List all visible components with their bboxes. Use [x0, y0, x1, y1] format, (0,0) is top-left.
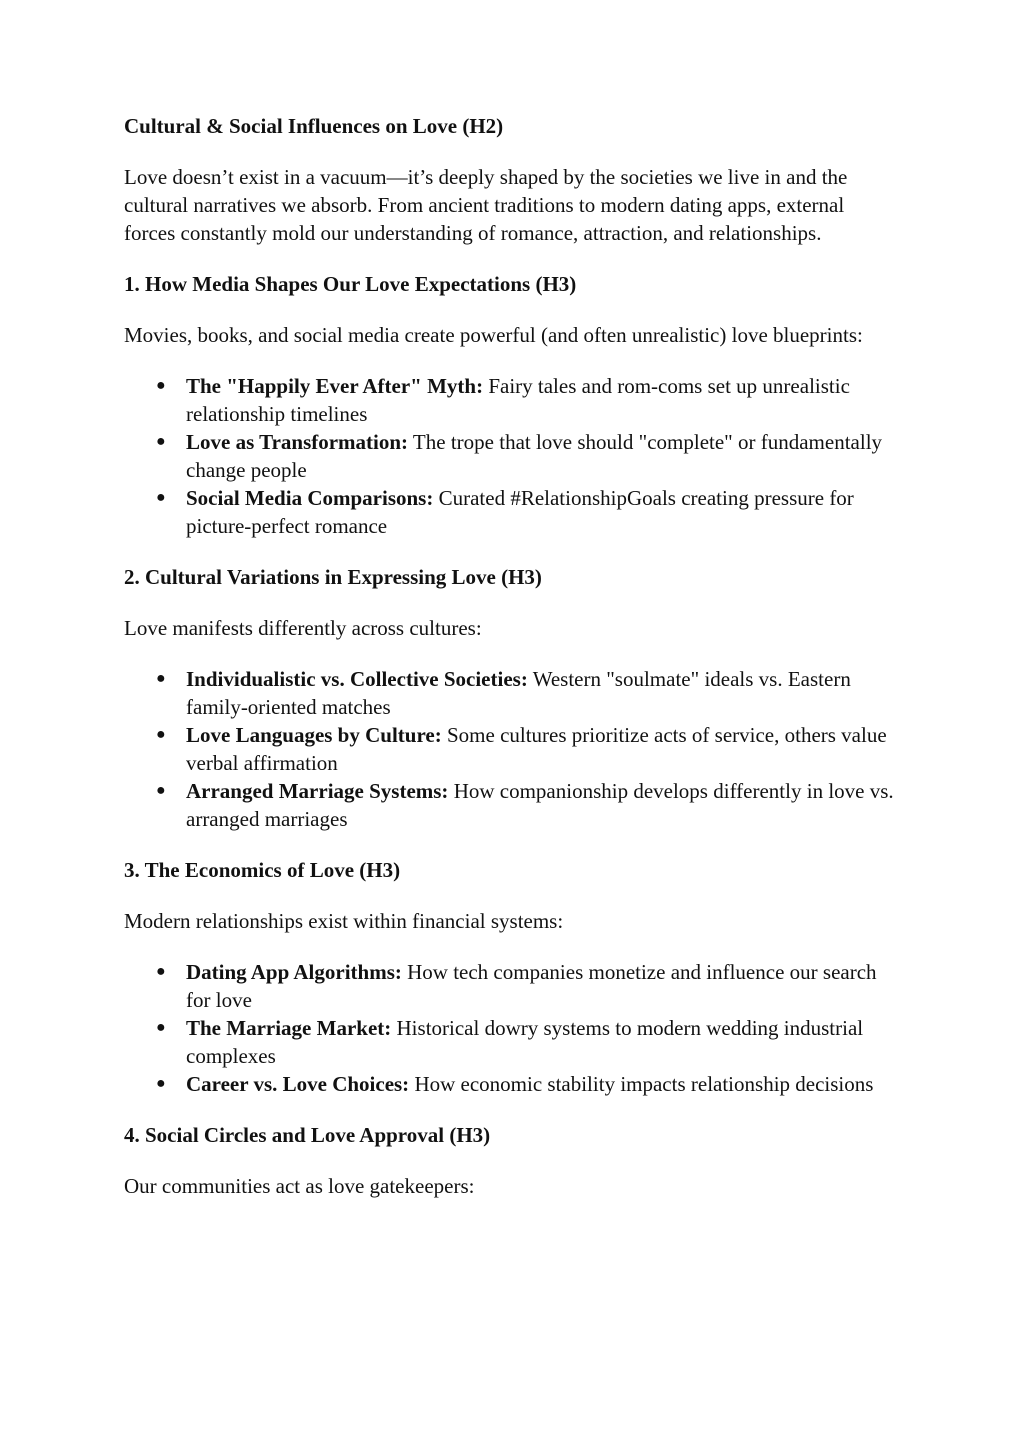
section-heading: 3. The Economics of Love (H3) — [124, 858, 401, 882]
item-term: Love as Transformation: — [186, 430, 409, 454]
item-text: How economic stability impacts relationship decisions — [409, 1072, 874, 1096]
section-lead: Our communities act as love gatekeepers: — [124, 1174, 475, 1198]
section-cultural-variations — [124, 563, 899, 833]
list-item — [156, 372, 899, 428]
section-heading: 4. Social Circles and Love Approval (H3) — [124, 1123, 491, 1147]
intro-paragraph: Love doesn’t exist in a vacuum—it’s deeply shaped by the societies we live in and the cultural narratives we absorb. From ancient traditions to modern dating apps, external forces constantly mold our understanding of romance, attraction, and relationships. — [124, 165, 848, 245]
item-term: Love Languages by Culture: — [186, 723, 442, 747]
section-lead: Movies, books, and social media create powerful (and often unrealistic) love blueprints: — [124, 323, 863, 347]
item-text: How companionship develops differently in love vs. arranged marriages — [186, 779, 894, 831]
list-item — [156, 1014, 899, 1070]
list-item — [156, 665, 899, 721]
bullet-icon: ● — [156, 1075, 166, 1092]
item-text: Curated #RelationshipGoals creating pressure for picture-perfect romance — [186, 486, 854, 538]
bullet-icon: ● — [156, 433, 166, 450]
item-text: Western "soulmate" ideals vs. Eastern family-oriented matches — [186, 667, 851, 719]
item-term: The Marriage Market: — [186, 1016, 392, 1040]
bullet-icon: ● — [156, 670, 166, 687]
item-term: Career vs. Love Choices: — [186, 1072, 410, 1096]
item-text: Historical dowry systems to modern wedding industrial complexes — [186, 1016, 864, 1068]
item-text: The trope that love should "complete" or fundamentally change people — [186, 430, 883, 482]
bullet-icon: ● — [156, 963, 166, 980]
bullet-icon: ● — [156, 1019, 166, 1036]
list-item — [156, 484, 899, 540]
item-text: Fairy tales and rom-coms set up unrealistic relationship timelines — [186, 374, 850, 426]
page-title: Cultural & Social Influences on Love (H2) — [124, 114, 504, 138]
bullet-list — [124, 665, 899, 833]
bullet-icon: ● — [156, 782, 166, 799]
bullet-list — [124, 958, 899, 1098]
item-text: How tech companies monetize and influence our search for love — [186, 960, 877, 1012]
list-item — [156, 1070, 899, 1098]
item-term: The "Happily Ever After" Myth: — [186, 374, 484, 398]
section-heading: 2. Cultural Variations in Expressing Love (H3) — [124, 565, 542, 589]
bullet-icon: ● — [156, 377, 166, 394]
bullet-list — [124, 372, 899, 540]
item-term: Social Media Comparisons: — [186, 486, 434, 510]
section-media — [124, 270, 899, 540]
list-item — [156, 777, 899, 833]
bullet-icon: ● — [156, 489, 166, 506]
list-item — [156, 721, 899, 777]
section-lead: Modern relationships exist within financial systems: — [124, 909, 564, 933]
section-economics — [124, 856, 899, 1098]
section-lead: Love manifests differently across cultures: — [124, 616, 482, 640]
section-social-circles — [124, 1121, 899, 1200]
document-page — [124, 112, 899, 1223]
section-heading: 1. How Media Shapes Our Love Expectations (H3) — [124, 272, 577, 296]
list-item — [156, 958, 899, 1014]
item-term: Individualistic vs. Collective Societies: — [186, 667, 528, 691]
list-item — [156, 428, 899, 484]
item-term: Arranged Marriage Systems: — [186, 779, 449, 803]
item-text: Some cultures prioritize acts of service, others value verbal affirmation — [186, 723, 887, 775]
bullet-icon: ● — [156, 726, 166, 743]
item-term: Dating App Algorithms: — [186, 960, 402, 984]
